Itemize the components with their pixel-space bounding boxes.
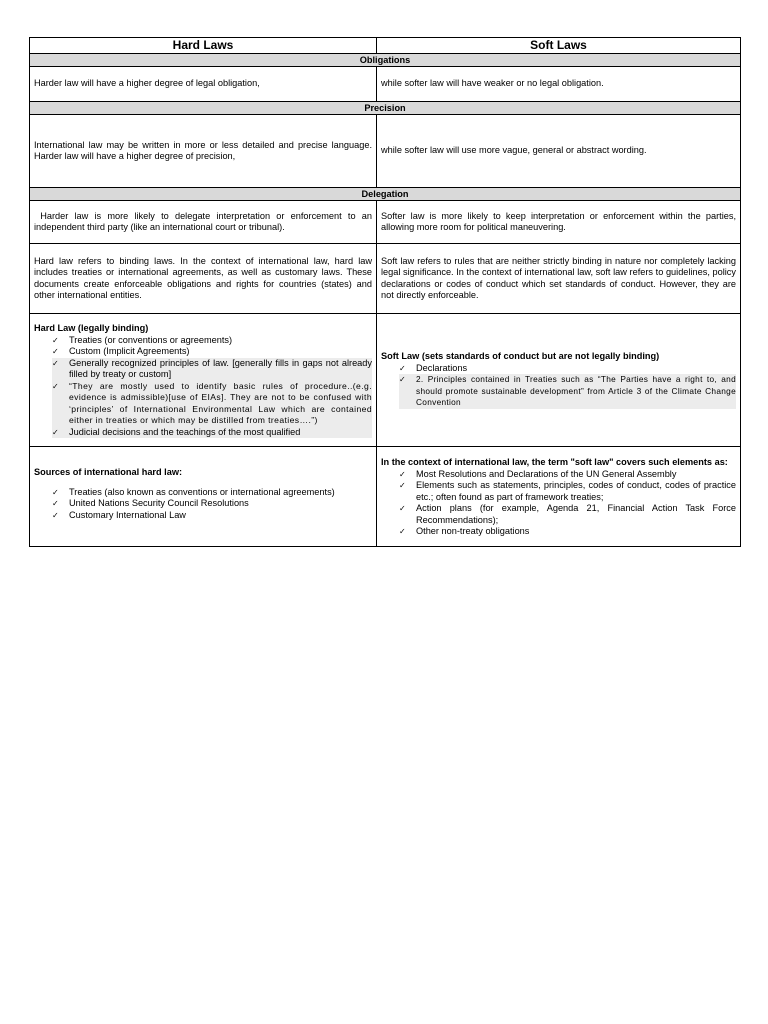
precision-band bbox=[30, 102, 741, 115]
hard-law-examples-list bbox=[34, 335, 372, 439]
obligations-band bbox=[30, 54, 741, 67]
definitions-row bbox=[30, 244, 741, 314]
list-item: ✓ Action plans (for example, Agenda 21, Financial Action Task Force Recommendations); bbox=[399, 503, 736, 526]
list-item: ✓ Most Resolutions and Declarations of the UN General Assembly bbox=[399, 469, 736, 481]
soft-law-examples-list bbox=[381, 363, 736, 409]
obligations-hard-cell: Harder law will have a higher degree of legal obligation, bbox=[30, 67, 377, 102]
list-item: ✓ Treaties (also known as conventions or international agreements) bbox=[52, 487, 372, 499]
delegation-hard-cell: Harder law is more likely to delegate interpretation or enforcement to an independent third party (like an international court or tribunal). bbox=[30, 201, 377, 244]
soft-law-sources-cell bbox=[377, 447, 741, 547]
obligations-title: Obligations bbox=[30, 54, 741, 67]
examples-row bbox=[30, 314, 741, 447]
comparison-table bbox=[29, 37, 741, 547]
list-item: ✓ Customary International Law bbox=[52, 510, 372, 522]
hard-laws-heading: Hard Laws bbox=[30, 38, 377, 54]
hard-law-definition: Hard law refers to binding laws. In the context of international law, hard law includes treaties or international agreements, as well as customary laws. These documents create enforceable obligations and rights for countries (states) and other international entities. bbox=[30, 244, 377, 314]
precision-title: Precision bbox=[30, 102, 741, 115]
obligations-row bbox=[30, 67, 741, 102]
list-item: ✓ Other non-treaty obligations bbox=[399, 526, 736, 538]
hard-law-sources-cell bbox=[30, 447, 377, 547]
precision-row bbox=[30, 115, 741, 188]
list-item: ✓ “They are mostly used to identify basic rules of procedure..(e.g. evidence is admissible)[use of EIAs]. They are not to be confused with ‘principles’ of International Environmental Law which are contained either in treaties or which may be distilled from treaties….”) bbox=[52, 381, 372, 427]
list-item: ✓ Custom (Implicit Agreements) bbox=[52, 346, 372, 358]
soft-law-examples-cell bbox=[377, 314, 741, 447]
hard-law-examples-title: Hard Law (legally binding) bbox=[34, 323, 149, 333]
sources-row bbox=[30, 447, 741, 547]
list-item: ✓ Treaties (or conventions or agreements) bbox=[52, 335, 372, 347]
hard-law-sources-title: Sources of international hard law: bbox=[34, 467, 183, 477]
delegation-row bbox=[30, 201, 741, 244]
soft-law-sources-title: In the context of international law, the term "soft law" covers such elements as: bbox=[381, 457, 728, 467]
soft-laws-heading: Soft Laws bbox=[377, 38, 741, 54]
list-item: ✓ Elements such as statements, principles, codes of conduct, codes of practice etc.; often found as part of framework treaties; bbox=[399, 480, 736, 503]
delegation-soft-cell: Softer law is more likely to keep interpretation or enforcement within the parties, allowing more room for political maneuvering. bbox=[377, 201, 741, 244]
precision-hard-cell: International law may be written in more or less detailed and precise language. Harder law will have a higher degree of precision, bbox=[30, 115, 377, 188]
list-item: ✓ Generally recognized principles of law. [generally fills in gaps not already filled by treaty or custom] bbox=[52, 358, 372, 381]
soft-law-definition: Soft law refers to rules that are neither strictly binding in nature nor completely lacking legal significance. In the context of international law, soft law refers to guidelines, policy declarations or codes of conduct which set standards of conduct. However, they are not directly enforceable. bbox=[377, 244, 741, 314]
obligations-soft-cell: while softer law will have weaker or no legal obligation. bbox=[377, 67, 741, 102]
hard-law-sources-list bbox=[34, 487, 372, 522]
delegation-title: Delegation bbox=[30, 188, 741, 201]
precision-soft-cell: while softer law will use more vague, general or abstract wording. bbox=[377, 115, 741, 188]
list-item: ✓ Judicial decisions and the teachings of the most qualified bbox=[52, 427, 372, 439]
list-item: ✓ 2. Principles contained in Treaties such as “The Parties have a right to, and should promote sustainable development” from Article 3 of the Climate Change Convention bbox=[399, 374, 736, 409]
header-row bbox=[30, 38, 741, 54]
document-page bbox=[29, 37, 740, 547]
soft-law-sources-list bbox=[381, 469, 736, 538]
hard-law-examples-cell bbox=[30, 314, 377, 447]
list-item: ✓ United Nations Security Council Resolutions bbox=[52, 498, 372, 510]
list-item: ✓ Declarations bbox=[399, 363, 736, 375]
soft-law-examples-title: Soft Law (sets standards of conduct but are not legally binding) bbox=[381, 351, 660, 362]
delegation-band bbox=[30, 188, 741, 201]
